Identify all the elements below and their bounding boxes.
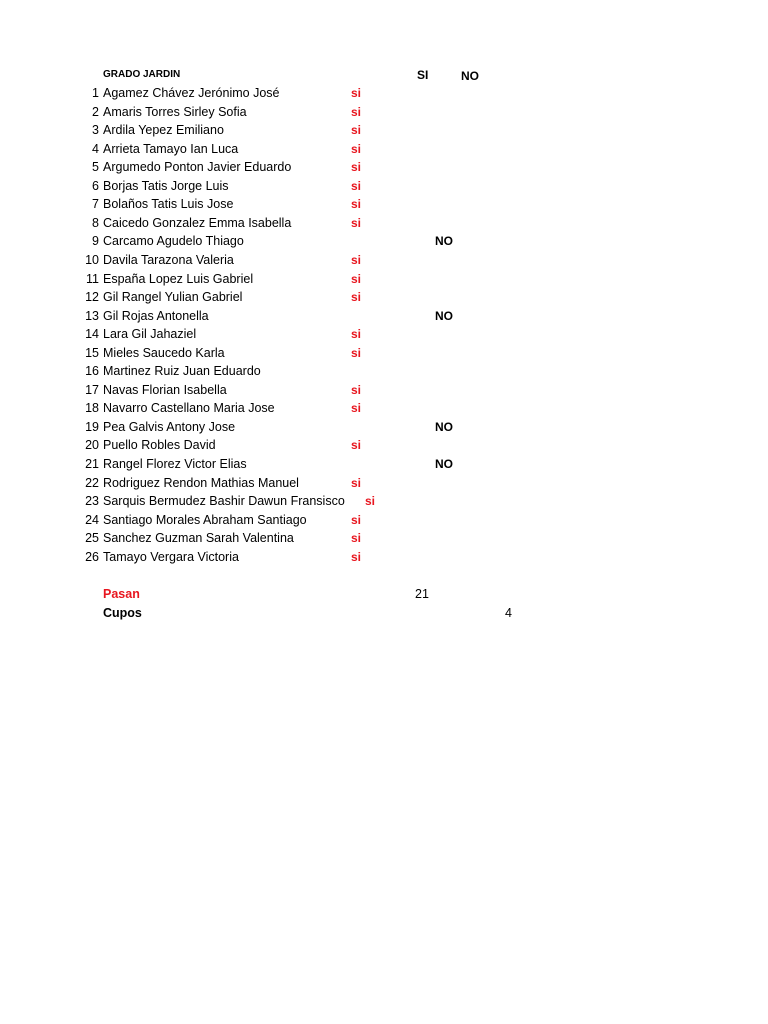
pasan-value: 21 (415, 587, 429, 601)
si-mark: si (351, 215, 362, 230)
si-mark: si (351, 531, 362, 546)
row-number: 18 (85, 401, 99, 416)
table-row (0, 325, 768, 343)
row-number: 26 (85, 549, 99, 564)
student-name: Amaris Torres Sirley Sofia (103, 104, 247, 119)
row-number: 11 (86, 271, 99, 286)
row-number: 2 (92, 104, 99, 119)
row-number: 12 (85, 290, 99, 305)
row-number: 13 (85, 308, 99, 323)
table-row (0, 195, 768, 213)
si-mark: si (351, 475, 362, 490)
student-name: Puello Robles David (103, 438, 216, 453)
no-mark: NO (435, 457, 453, 471)
si-mark: si (351, 290, 362, 305)
row-number: 24 (85, 512, 99, 527)
student-name: Carcamo Agudelo Thiago (103, 234, 244, 249)
table-row (0, 529, 768, 547)
si-mark: si (351, 327, 362, 342)
row-number: 17 (85, 382, 99, 397)
si-mark: si (351, 271, 362, 286)
student-name: Navas Florian Isabella (103, 382, 227, 397)
student-name: Davila Tarazona Valeria (103, 252, 234, 267)
row-number: 3 (92, 123, 99, 138)
row-number: 14 (85, 327, 99, 342)
si-mark: si (351, 345, 362, 360)
sheet-title: GRADO JARDIN (103, 69, 181, 80)
student-name: Borjas Tatis Jorge Luis (103, 178, 229, 193)
si-mark: si (351, 86, 362, 100)
row-number: 22 (85, 475, 99, 490)
table-row (0, 418, 768, 436)
row-number: 23 (85, 494, 99, 509)
row-number: 8 (92, 215, 99, 230)
no-mark: NO (435, 419, 453, 434)
si-mark: si (351, 382, 362, 397)
row-number: 6 (92, 178, 99, 193)
table-row (0, 307, 768, 325)
row-number: 9 (92, 234, 99, 249)
row-number: 7 (92, 197, 99, 212)
table-row (0, 270, 768, 288)
cupos-label: Cupos (103, 606, 142, 620)
si-mark: si (351, 141, 362, 156)
row-number: 10 (85, 252, 99, 267)
table-row (0, 548, 768, 566)
student-name: Gil Rangel Yulian Gabriel (103, 290, 243, 305)
cupos-value: 4 (505, 606, 512, 620)
column-header-no: NO (461, 69, 479, 83)
si-mark: si (365, 494, 376, 509)
student-name: Martinez Ruiz Juan Eduardo (103, 364, 261, 379)
student-name: Tamayo Vergara Victoria (103, 549, 239, 564)
si-mark: si (351, 512, 362, 527)
row-number: 19 (85, 419, 99, 434)
table-row (0, 121, 768, 139)
student-name: Ardila Yepez Emiliano (103, 123, 224, 138)
table-row (0, 399, 768, 417)
si-mark: si (351, 438, 362, 453)
student-name: Rodriguez Rendon Mathias Manuel (103, 475, 299, 490)
row-number: 1 (92, 86, 99, 100)
student-name: Sanchez Guzman Sarah Valentina (103, 531, 294, 546)
table-row (0, 455, 768, 473)
table-row (0, 436, 768, 454)
table-row (0, 474, 768, 492)
table-row (0, 511, 768, 529)
table-row (0, 344, 768, 362)
student-name: Santiago Morales Abraham Santiago (103, 512, 307, 527)
si-mark: si (351, 252, 362, 267)
student-name: Pea Galvis Antony Jose (103, 419, 236, 434)
table-row (0, 158, 768, 176)
row-number: 21 (85, 457, 99, 471)
student-name: Sarquis Bermudez Bashir Dawun Fransisco (103, 494, 345, 509)
si-mark: si (351, 549, 362, 564)
si-mark: si (351, 401, 362, 416)
student-name: Arrieta Tamayo Ian Luca (103, 141, 239, 156)
row-number: 20 (85, 438, 99, 453)
no-mark: NO (435, 308, 453, 323)
table-row (0, 84, 768, 102)
no-mark: NO (435, 234, 453, 249)
si-mark: si (351, 178, 362, 193)
student-name: Gil Rojas Antonella (103, 308, 209, 323)
table-row (0, 492, 768, 510)
column-header-si: SI (417, 68, 429, 82)
table-row (0, 177, 768, 195)
student-name: Agamez Chávez Jerónimo José (103, 86, 280, 100)
table-row (0, 103, 768, 121)
student-name: Navarro Castellano Maria Jose (103, 401, 275, 416)
table-row (0, 362, 768, 380)
row-number: 4 (92, 141, 99, 156)
row-number: 5 (92, 160, 99, 175)
table-row (0, 214, 768, 232)
table-row (0, 251, 768, 269)
student-name: Lara Gil Jahaziel (103, 327, 197, 342)
table-row (0, 140, 768, 158)
si-mark: si (351, 123, 362, 138)
pasan-label: Pasan (103, 587, 140, 601)
table-row (0, 232, 768, 250)
si-mark: si (351, 160, 362, 175)
row-number: 16 (85, 364, 99, 379)
student-name: España Lopez Luis Gabriel (103, 271, 254, 286)
row-number: 25 (85, 531, 99, 546)
si-mark: si (351, 104, 362, 119)
table-row (0, 288, 768, 306)
student-name: Caicedo Gonzalez Emma Isabella (103, 215, 292, 230)
student-name: Rangel Florez Victor Elias (103, 457, 247, 471)
si-mark: si (351, 197, 362, 212)
student-name: Argumedo Ponton Javier Eduardo (103, 160, 292, 175)
row-number: 15 (85, 345, 99, 360)
student-name: Bolaños Tatis Luis Jose (103, 197, 234, 212)
table-row (0, 381, 768, 399)
student-name: Mieles Saucedo Karla (103, 345, 225, 360)
